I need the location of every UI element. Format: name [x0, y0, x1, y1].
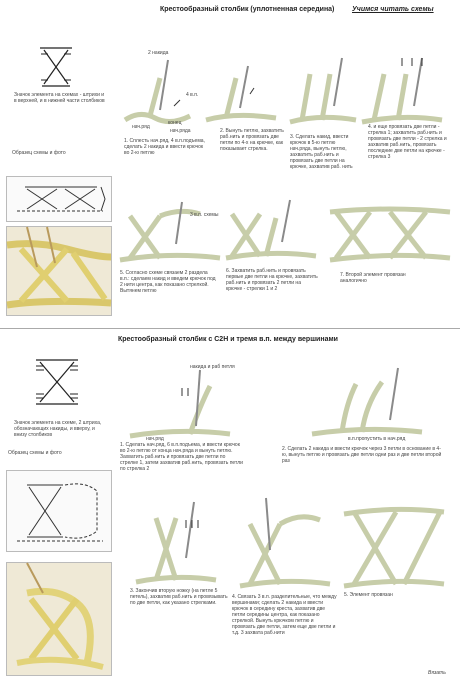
top-sample-chart [6, 176, 112, 222]
fig1-label-4vp: 4 в.п. [186, 92, 199, 98]
top-sample-caption: Образец схемы и фото [12, 150, 66, 156]
fig5-label: 3 в.п. схемы [190, 212, 219, 218]
bottom-step-2: 2. Сделать 2 накида и ввести крючок через 3 петли в основание в 4-ю, вынуть петлю и провязать две петли одни раз и две петли второй раз [282, 446, 442, 464]
fig1-label-nach2: нач.ряда [170, 128, 191, 134]
top-step-1: 1. Сплесть нач.ряд, 4 в.п.подъема, сделать 2 накида и ввести крючок во 2-ю петлю [124, 138, 205, 156]
top-figure-5 [120, 198, 220, 268]
bottom-sample-caption: Образец схемы и фото [8, 450, 62, 456]
bottom-sample-chart [6, 470, 112, 552]
bottom-figure-1 [130, 366, 230, 446]
top-figure-3 [290, 52, 356, 132]
top-step-5: 5. Согласно схеме связаем 2 раздела в.п.: сделаем накид и введем крючок под 2 нити центра, как показано стрелкой. Вытянем петлю [120, 270, 216, 294]
bottom-step-5: 5. Элемент провязан [344, 592, 393, 598]
section-divider [0, 328, 460, 329]
top-figure-1 [120, 50, 200, 130]
stitch-symbol-bottom [32, 356, 82, 408]
bottom-fig1-label-nak: накида и раб петля [190, 364, 235, 370]
bottom-step-1: 1. Сделать нач.ряд, 6 в.п.подъема, и ввести крючок во 2-ю петлю от конца нач.ряда и вынуть петлю. Захватить раб.нить и провязать две петли по стрелке 1, затем захватив раб.нить, провязать петли по стрелка 2 [120, 442, 243, 472]
top-step-2: 2. Вынуть петлю, захватить раб.нить и провязать две петли по 4-х на крючке, как показывает стрелка. [220, 128, 284, 152]
top-figure-2 [206, 58, 276, 128]
top-figure-7 [330, 198, 450, 268]
stitch-symbol-top [36, 42, 76, 92]
bottom-figure-2 [312, 364, 422, 444]
bottom-fig1-label-nach: нач.ряд [146, 436, 164, 442]
top-figure-6 [226, 196, 316, 266]
fig1-label-2nak: 2 накида [148, 50, 169, 56]
bottom-figure-3 [136, 498, 216, 588]
top-section-title: Крестообразный столбик (уплотненная середина) [160, 6, 335, 13]
top-symbol-caption: Значок элемента на схемах - штрихи и в верхней, и в нижней части столбиков [14, 92, 105, 104]
fig1-label-nach: нач.ряд [132, 124, 150, 130]
fig1-label-end: конец [168, 120, 182, 126]
bottom-step-3: 3. Закончив вторую ножку (на петле 5 петель), захватив раб.нить и провязывать по две петли, как указано стрелками. [130, 588, 228, 606]
top-sample-photo [6, 226, 112, 316]
bottom-symbol-caption: Значок элемента на схеме, 2 штриха, обозначающих накиды, и вверху, и внизу столбиков [14, 420, 102, 438]
bottom-step-4: 4. Связать 3 в.п. разделительные, что между вершинами; сделать 2 накида и ввести крючок в середину креста, захватив две петли середины центра, как показано стрелкой. Вынуть крючком петлю и провязать две петли, затем еще две петли и т.д. 3 захвата раб.нити [232, 594, 337, 636]
top-step-7: 7. Второй элемент провязан аналогично [340, 272, 406, 284]
top-figure-4 [362, 52, 442, 132]
footer-mark: Вязать [428, 670, 446, 676]
bottom-sample-photo [6, 562, 112, 676]
top-step-4: 4. и еще провязать две петли - стрелка 1; захватить раб.нить и провязать две петли - 2 стрелка и захватив раб.нить, провязать последние две петли на крючке - стрелка 3 [368, 124, 447, 160]
learn-schemes-title: Учимся читать схемы [352, 6, 434, 13]
top-step-3: 3. Сделать накид, ввести крючок в 5-ю петлю нач.ряда, вынуть петлю, захватить раб.нить и провязать две петли на крючке, захватив раб. нить [290, 134, 353, 170]
top-step-6: 6. Захватить раб.нить и провязать первые две петли на крючке, захватить раб.нить и провязать 2 петли на крючке - стрелки 1 и 2 [226, 268, 318, 292]
bottom-fig3-label: в.п.пропустить в нач.ряд [348, 436, 406, 442]
bottom-section-title: Крестообразный столбик с С2Н и тремя в.п. между вершинами [118, 336, 338, 343]
bottom-figure-5 [344, 496, 444, 596]
bottom-figure-4 [240, 494, 330, 594]
